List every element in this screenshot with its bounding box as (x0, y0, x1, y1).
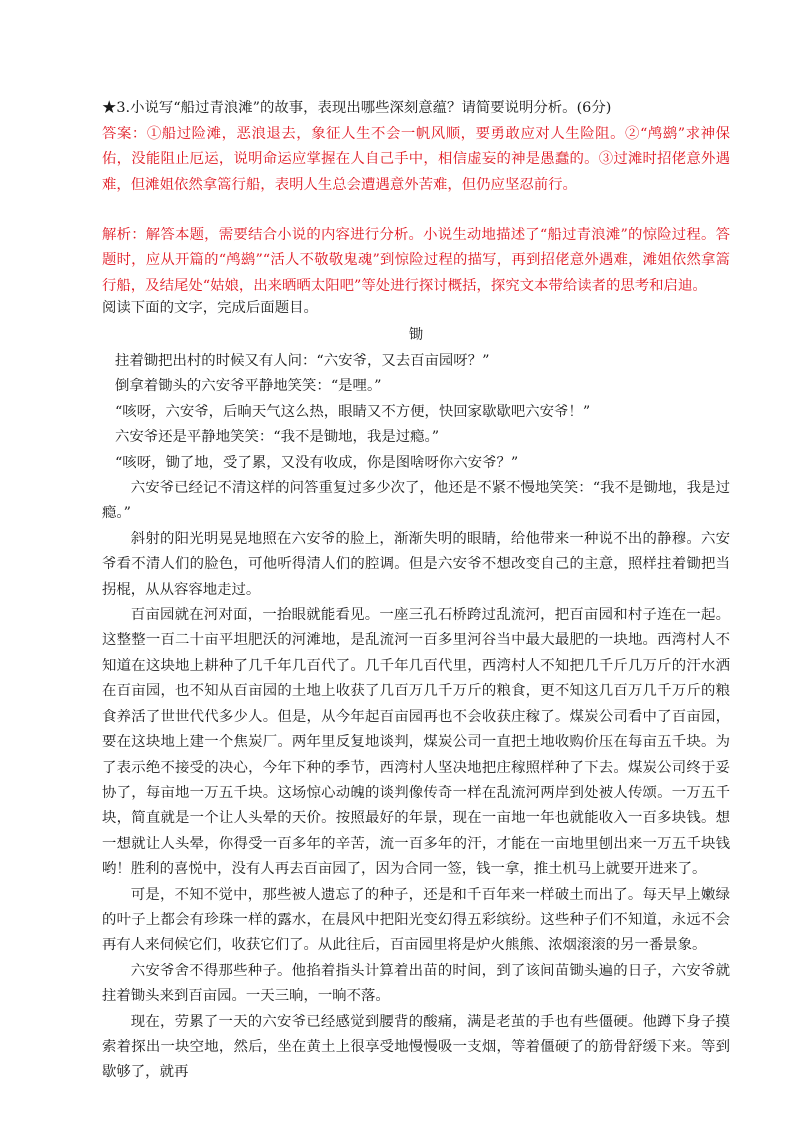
story-paragraph: “咳呀，锄了地，受了累，又没有收成，你是图啥呀你六安爷？” (114, 454, 519, 471)
star-icon: ★ (102, 100, 117, 116)
story-paragraph: 六安爷还是平静地笑笑：“我不是锄地，我是过瘾。” (114, 429, 440, 446)
story-paragraph: 百亩园就在河对面，一抬眼就能看见。一座三孔石桥跨过乱流河，把百亩园和村子连在一起。这整整一百二十亩平坦肥沃的河滩地，是乱流河一百多里河谷当中最大最肥的一块地。西湾村人不知道在这块地上耕种了几千年几百代了。几千年几百代里，西湾村人不知把几千斤几万斤的汗水洒在百亩园，也不知从百亩园的土地上收获了几百万几千万斤的粮食，更不知这几百万几千万斤的粮食养活了世世代代多少人。但是，从今年起百亩园再也不会收获庄稼了。煤炭公司看中了百亩园，要在这块地上建一个焦炭厂。两年里反复地谈判，煤炭公司一直把土地收购价压在每亩五千块。为了表示绝不接受的决心，今年下种的季节，西湾村人坚决地把庄稼照样种了下去。煤炭公司终于妥协了，每亩地一万五千块。这场惊心动魄的谈判像传奇一样在乱流河两岸到处被人传颂。一万五千块，简直就是一个让人头晕的天价。按照最好的年景，现在一亩地一年也就能收入一百多块钱。想一想就让人头晕，你得受一百多年的辛苦，流一百多年的汗，才能在一亩地里刨出来一万五千块钱哟！胜利的喜悦中，没有人再去百亩园了，因为合同一签，钱一拿，推土机马上就要开进来了。 (102, 607, 730, 878)
story-body (102, 349, 730, 1086)
question-text: 3.小说写“船过青浪滩”的故事，表现出哪些深刻意蕴？请简要说明分析。(6分) (116, 100, 612, 116)
answer-block (102, 122, 730, 198)
answer-label: 答案： (102, 126, 147, 142)
story-paragraph: 拄着锄把出村的时候又有人问：“六安爷，又去百亩园呀？” (114, 353, 490, 369)
analysis-block (102, 223, 730, 299)
answer-text: ①船过险滩，恶浪退去，象征人生不会一帆风顺，要勇敢应对人生险阻。②“鸬鹚”求神保佑，没能阻止厄运，说明命运应掌握在人自己手中，相信虚妄的神是愚蠢的。③过滩时招佬意外遇难，但滩姐依然拿篙行船，表明人生总会遭遇意外苦难，但仍应坚忍前行。 (102, 126, 730, 193)
story-paragraph: “咳呀，六安爷，后晌天气这么热，眼睛又不方便，快回家歇歇吧六安爷！” (114, 403, 591, 420)
story-paragraph: 可是，不知不觉中，那些被人遗忘了的种子，还是和千百年来一样破土而出了。每天早上嫩绿的叶子上都会有珍珠一样的露水，在晨风中把阳光变幻得五彩缤纷。这些种子们不知道，永远不会再有人来伺候它们，收获它们了。从此往后，百亩园里将是炉火熊熊、浓烟滚滚的另一番景象。 (102, 886, 730, 954)
reading-instruction: 阅读下面的文字，完成后面题目。 (102, 300, 318, 316)
story-paragraph: 斜射的阳光明晃晃地照在六安爷的脸上，渐渐失明的眼睛，给他带来一种说不出的静穆。六安爷看不清人们的脸色，可他听得清人们的腔调。但是六安爷不想改变自己的主意，照样拄着锄把当拐棍，从从容容地走过。 (102, 530, 730, 598)
question-3 (102, 96, 730, 121)
story-paragraph: 倒拿着锄头的六安爷平静地笑笑：“是哩。” (114, 378, 382, 395)
analysis-text: 解答本题，需要结合小说的内容进行分析。小说生动地描述了“船过青浪滩”的惊险过程。答题时，应从开篇的“鸬鹚”“活人不敬敬鬼魂”到惊险过程的描写，再到招佬意外遇难，滩姐依然拿篙行船，及结尾处“姑娘，出来晒晒太阳吧”等处进行探讨概括，探究文本带给读者的思考和启迪。 (102, 227, 730, 294)
story-paragraph: 六安爷已经记不清这样的问答重复过多少次了，他还是不紧不慢地笑笑：“我不是锄地，我是过瘾。” (102, 480, 730, 522)
story-paragraph: 现在，劳累了一天的六安爷已经感觉到腰背的酸痛，满是老茧的手也有些僵硬。他蹲下身子摸索着探出一块空地，然后，坐在黄土上很享受地慢慢吸一支烟，等着僵硬了的筋骨舒缓下来。等到歇够了，就再 (102, 1013, 730, 1081)
analysis-label: 解析： (102, 227, 146, 243)
story-title: 锄 (408, 327, 424, 343)
story-paragraph: 六安爷舍不得那些种子。他掐着指头计算着出苗的时间，到了该间苗锄头遍的日子，六安爷就拄着锄头来到百亩园。一天三晌，一晌不落。 (102, 962, 730, 1005)
